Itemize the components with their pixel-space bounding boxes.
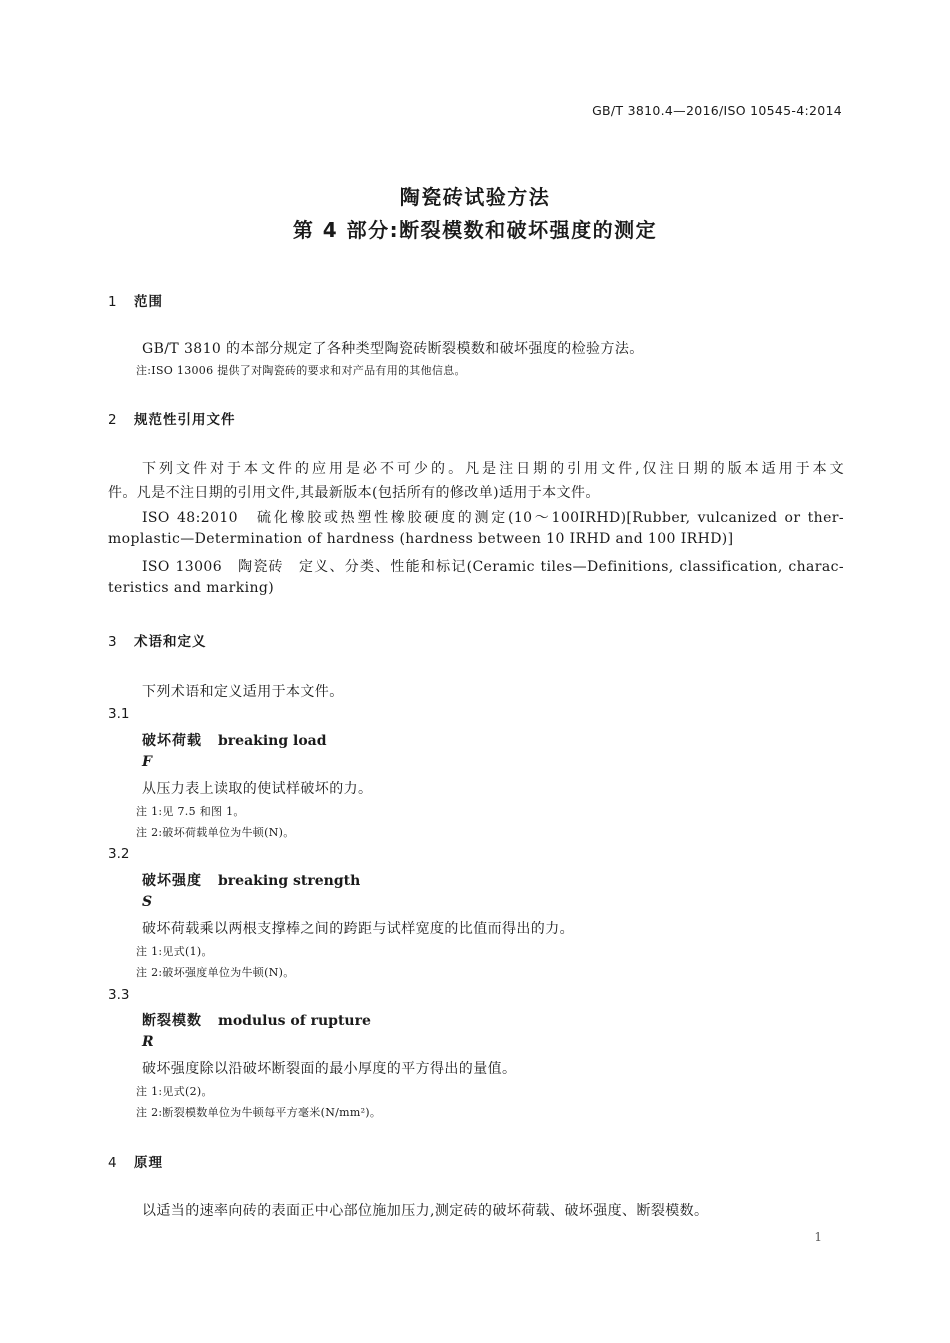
page-number: 1: [814, 1230, 822, 1244]
section-number: 2: [108, 412, 118, 428]
term-definition: 破坏荷载乘以两根支撑棒之间的跨距与试样宽度的比值而得出的力。: [142, 921, 574, 937]
document-title-line2: 第 4 部分:断裂模数和破坏强度的测定: [292, 218, 658, 242]
term-heading: [142, 1010, 371, 1030]
reference-iso48-line2: moplastic—Determination of hardness (hardness between 10 IRHD and 100 IRHD)]: [108, 531, 734, 547]
term-note-2: 注 2:破坏荷载单位为牛顿(N)。: [136, 826, 295, 839]
reference-iso48-line1: ISO 48:2010 硫化橡胶或热塑性橡胶硬度的测定(10～100IRHD)[Rubber, vulcanized or ther-: [142, 510, 844, 526]
standard-code: GB/T 3810.4—2016/ISO 10545-4:2014: [592, 103, 842, 118]
section-title: 规范性引用文件: [134, 412, 236, 428]
term-zh: 破坏荷载: [142, 733, 202, 749]
section-title: 术语和定义: [134, 634, 207, 650]
term-zh: 断裂模数: [142, 1013, 202, 1029]
section-1-text: GB/T 3810 的本部分规定了各种类型陶瓷砖断裂模数和破坏强度的检验方法。: [142, 341, 644, 357]
term-note-1: 注 1:见式(2)。: [136, 1085, 213, 1098]
section-number: 3: [108, 634, 118, 650]
section-3-heading: [108, 630, 207, 650]
term-en: breaking strength: [218, 873, 361, 889]
section-2-intro-line1: 下列文件对于本文件的应用是必不可少的。凡是注日期的引用文件,仅注日期的版本适用于本文: [142, 461, 844, 477]
term-symbol: S: [142, 894, 153, 910]
term-en: modulus of rupture: [218, 1013, 371, 1029]
section-4-text: 以适当的速率向砖的表面正中心部位施加压力,测定砖的破坏荷载、破坏强度、断裂模数。: [142, 1203, 709, 1219]
term-zh: 破坏强度: [142, 873, 202, 889]
term-note-2: 注 2:破坏强度单位为牛顿(N)。: [136, 966, 295, 979]
reference-iso13006-line1: ISO 13006 陶瓷砖 定义、分类、性能和标记(Ceramic tiles—Definitions, classification, charac-: [142, 559, 844, 575]
section-3-intro: 下列术语和定义适用于本文件。: [142, 684, 344, 700]
term-heading: [142, 870, 360, 890]
term-definition: 从压力表上读取的使试样破坏的力。: [142, 781, 373, 797]
section-4-heading: [108, 1151, 163, 1171]
term-note-2: 注 2:断裂模数单位为牛顿每平方毫米(N/mm²)。: [136, 1106, 382, 1119]
document-title-line1: 陶瓷砖试验方法: [399, 185, 551, 209]
section-number: 1: [108, 294, 118, 310]
term-number: 3.2: [108, 846, 130, 862]
term-number: 3.3: [108, 987, 130, 1003]
term-definition: 破坏强度除以沿破坏断裂面的最小厚度的平方得出的量值。: [142, 1061, 517, 1077]
section-1-heading: [108, 290, 163, 310]
term-en: breaking load: [218, 733, 327, 749]
reference-iso13006-line2: teristics and marking): [108, 580, 275, 596]
term-heading: [142, 730, 327, 750]
section-2-heading: [108, 408, 236, 428]
term-number: 3.1: [108, 706, 130, 722]
section-title: 范围: [134, 294, 163, 310]
term-symbol: F: [142, 754, 152, 770]
term-note-1: 注 1:见 7.5 和图 1。: [136, 805, 245, 818]
section-number: 4: [108, 1155, 118, 1171]
term-symbol: R: [142, 1034, 154, 1050]
section-title: 原理: [134, 1155, 163, 1171]
section-1-note: 注:ISO 13006 提供了对陶瓷砖的要求和对产品有用的其他信息。: [136, 364, 466, 377]
term-note-1: 注 1:见式(1)。: [136, 945, 213, 958]
section-2-intro-line2: 件。凡是不注日期的引用文件,其最新版本(包括所有的修改单)适用于本文件。: [108, 485, 600, 501]
